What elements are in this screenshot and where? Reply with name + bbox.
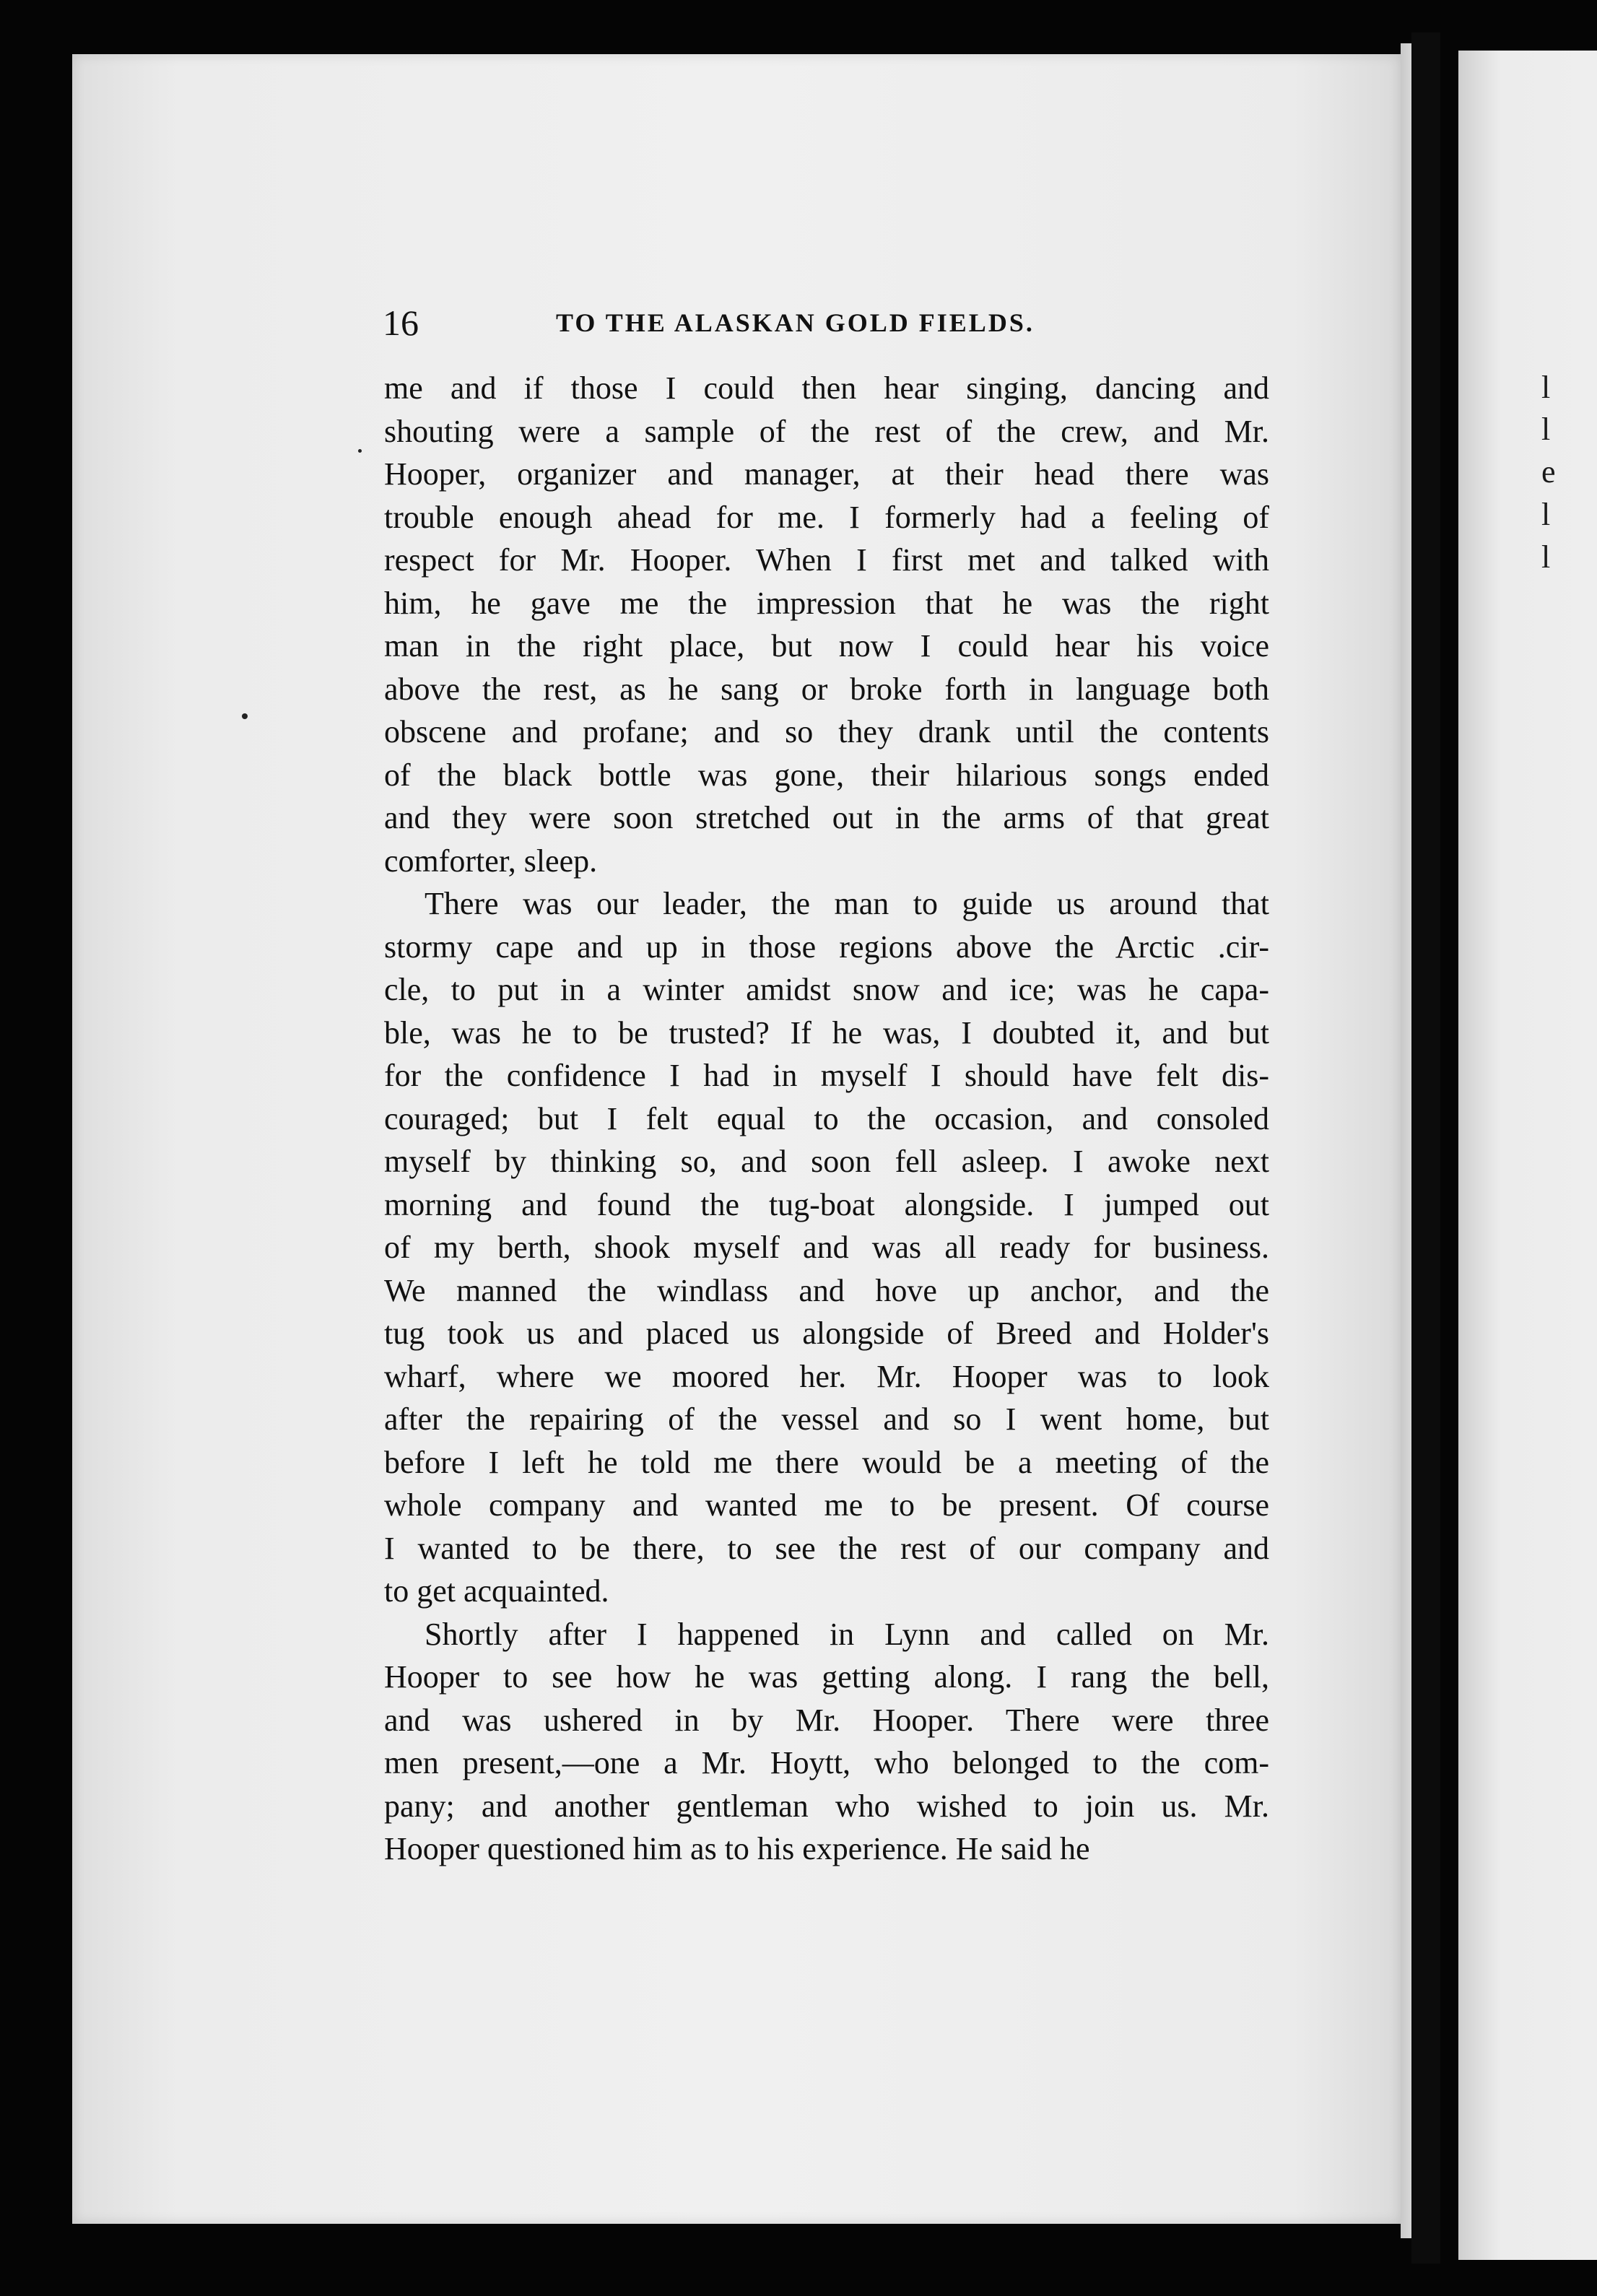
text-line: morning and found the tug-boat alongside. I jumped out: [384, 1186, 1269, 1222]
text-line: Hooper questioned him as to his experience. He said he: [384, 1831, 1090, 1866]
text-line: shouting were a sample of the rest of the crew, and Mr.: [384, 413, 1269, 449]
text-line: before I left he told me there would be a meeting of the: [384, 1444, 1269, 1480]
text-line: obscene and profane; and so they drank until the contents: [384, 714, 1269, 749]
text-line: couraged; but I felt equal to the occasion, and consoled: [384, 1100, 1269, 1136]
text-line: myself by thinking so, and soon fell asleep. I awoke next: [384, 1144, 1269, 1179]
text-line: men present,—one a Mr. Hoytt, who belonged to the com-: [384, 1745, 1269, 1780]
text-line: ble, was he to be trusted? If he was, I doubted it, and but: [384, 1014, 1269, 1051]
text-line: and they were soon stretched out in the arms of that great: [384, 800, 1269, 835]
facing-page-fragment: l: [1541, 412, 1551, 447]
text-line: Shortly after I happened in Lynn and called on Mr.: [425, 1616, 1269, 1652]
facing-page-fragment: e: [1541, 454, 1556, 490]
facing-page-fragment: l: [1541, 370, 1551, 405]
text-line: respect for Mr. Hooper. When I first met and talked with: [384, 542, 1269, 578]
page-number: 16: [383, 303, 419, 343]
text-line: pany; and another gentleman who wished to join us. Mr.: [384, 1788, 1269, 1824]
text-line: to get acquainted.: [384, 1573, 609, 1609]
text-line: trouble enough ahead for me. I formerly had a feeling of: [384, 499, 1269, 535]
text-line: him, he gave me the impression that he was the right: [384, 585, 1269, 621]
text-line: I wanted to be there, to see the rest of our company and: [384, 1530, 1269, 1566]
page-header: [383, 302, 1278, 345]
facing-page: [1458, 51, 1597, 2260]
text-line: man in the right place, but now I could hear his voice: [384, 628, 1269, 664]
text-line: Hooper to see how he was getting along. I rang the bell,: [384, 1659, 1269, 1695]
text-line: above the rest, as he sang or broke forth in language both: [384, 671, 1269, 707]
text-line: of the black bottle was gone, their hilarious songs ended: [384, 757, 1269, 793]
book-binding: [1411, 32, 1440, 2264]
facing-page-fragment: l: [1541, 539, 1551, 575]
text-line: whole company and wanted me to be present. Of course: [384, 1487, 1269, 1523]
text-line: We manned the windlass and hove up anchor, and the: [384, 1272, 1269, 1308]
text-line: comforter, sleep.: [384, 843, 598, 879]
text-line: Hooper, organizer and manager, at their head there was: [384, 456, 1269, 492]
text-line: me and if those I could then hear singing, dancing and: [384, 370, 1269, 406]
facing-page-fragment: l: [1541, 497, 1551, 532]
running-head: TO THE ALASKAN GOLD FIELDS.: [556, 308, 1035, 337]
text-line: after the repairing of the vessel and so I went home, but: [384, 1401, 1269, 1437]
text-line: for the confidence I had in myself I should have felt dis-: [384, 1058, 1269, 1093]
text-line: and was ushered in by Mr. Hooper. There were three: [384, 1702, 1269, 1738]
text-line: wharf, where we moored her. Mr. Hooper was to look: [384, 1358, 1269, 1394]
text-line: cle, to put in a winter amidst snow and ice; was he capa-: [384, 972, 1269, 1007]
ink-speck: [242, 713, 248, 719]
ink-speck: [358, 449, 362, 453]
text-line: tug took us and placed us alongside of Breed and Holder's: [384, 1316, 1269, 1351]
text-line: There was our leader, the man to guide us around that: [425, 886, 1269, 921]
text-line: of my berth, shook myself and was all ready for business.: [384, 1230, 1269, 1265]
body-text: [384, 367, 1269, 1871]
text-line: stormy cape and up in those regions above the Arctic .cir-: [384, 929, 1269, 965]
